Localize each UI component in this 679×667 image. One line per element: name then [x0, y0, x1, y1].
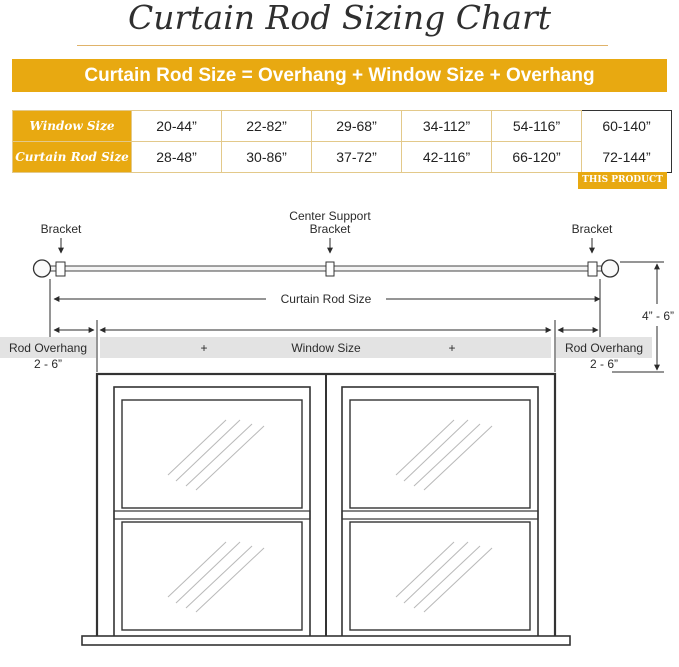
table-cell-this-product: 72-144”	[582, 142, 672, 173]
table-cell: 54-116”	[492, 111, 582, 142]
table-cell: 28-48”	[132, 142, 222, 173]
table-cell: 29-68”	[312, 111, 402, 142]
window-size-label: Window Size	[291, 341, 361, 355]
center-bracket-icon	[326, 262, 334, 276]
table-cell: 30-86”	[222, 142, 312, 173]
finial-right-icon	[602, 260, 619, 277]
table-cell: 22-82”	[222, 111, 312, 142]
row-label-rod-size: Curtain Rod Size	[13, 142, 132, 173]
table-cell: 42-116”	[402, 142, 492, 173]
plus-left: +	[200, 341, 208, 355]
bracket-right-icon	[588, 262, 597, 276]
table-cell: 37-72”	[312, 142, 402, 173]
overhang-right-label: Rod Overhang	[564, 341, 644, 355]
overhang-left-label: Rod Overhang	[8, 341, 88, 355]
table-cell: 66-120”	[492, 142, 582, 173]
height-label: 4” - 6”	[641, 309, 675, 323]
plus-right: +	[448, 341, 456, 355]
window-illustration	[82, 374, 570, 645]
bracket-right-label: Bracket	[571, 222, 613, 236]
overhang-left-value: 2 - 6”	[33, 357, 63, 371]
page-title: Curtain Rod Sizing Chart	[127, 0, 552, 37]
row-label-window-size: Window Size	[13, 111, 132, 142]
table-cell: 34-112”	[402, 111, 492, 142]
overhang-right-value: 2 - 6”	[589, 357, 619, 371]
this-product-badge: THIS PRODUCT	[578, 172, 667, 189]
rod-size-label: Curtain Rod Size	[280, 292, 372, 306]
bracket-left-label: Bracket	[40, 222, 82, 236]
table-cell: 20-44”	[132, 111, 222, 142]
center-support-label-line2: Bracket	[309, 222, 351, 236]
formula-banner: Curtain Rod Size = Overhang + Window Size + Overhang	[12, 59, 667, 92]
finial-left-icon	[34, 260, 51, 277]
center-support-label: Center Support	[289, 209, 371, 223]
table-cell-this-product: 60-140”	[582, 111, 672, 142]
curtain-rod	[34, 260, 619, 277]
bracket-left-icon	[56, 262, 65, 276]
